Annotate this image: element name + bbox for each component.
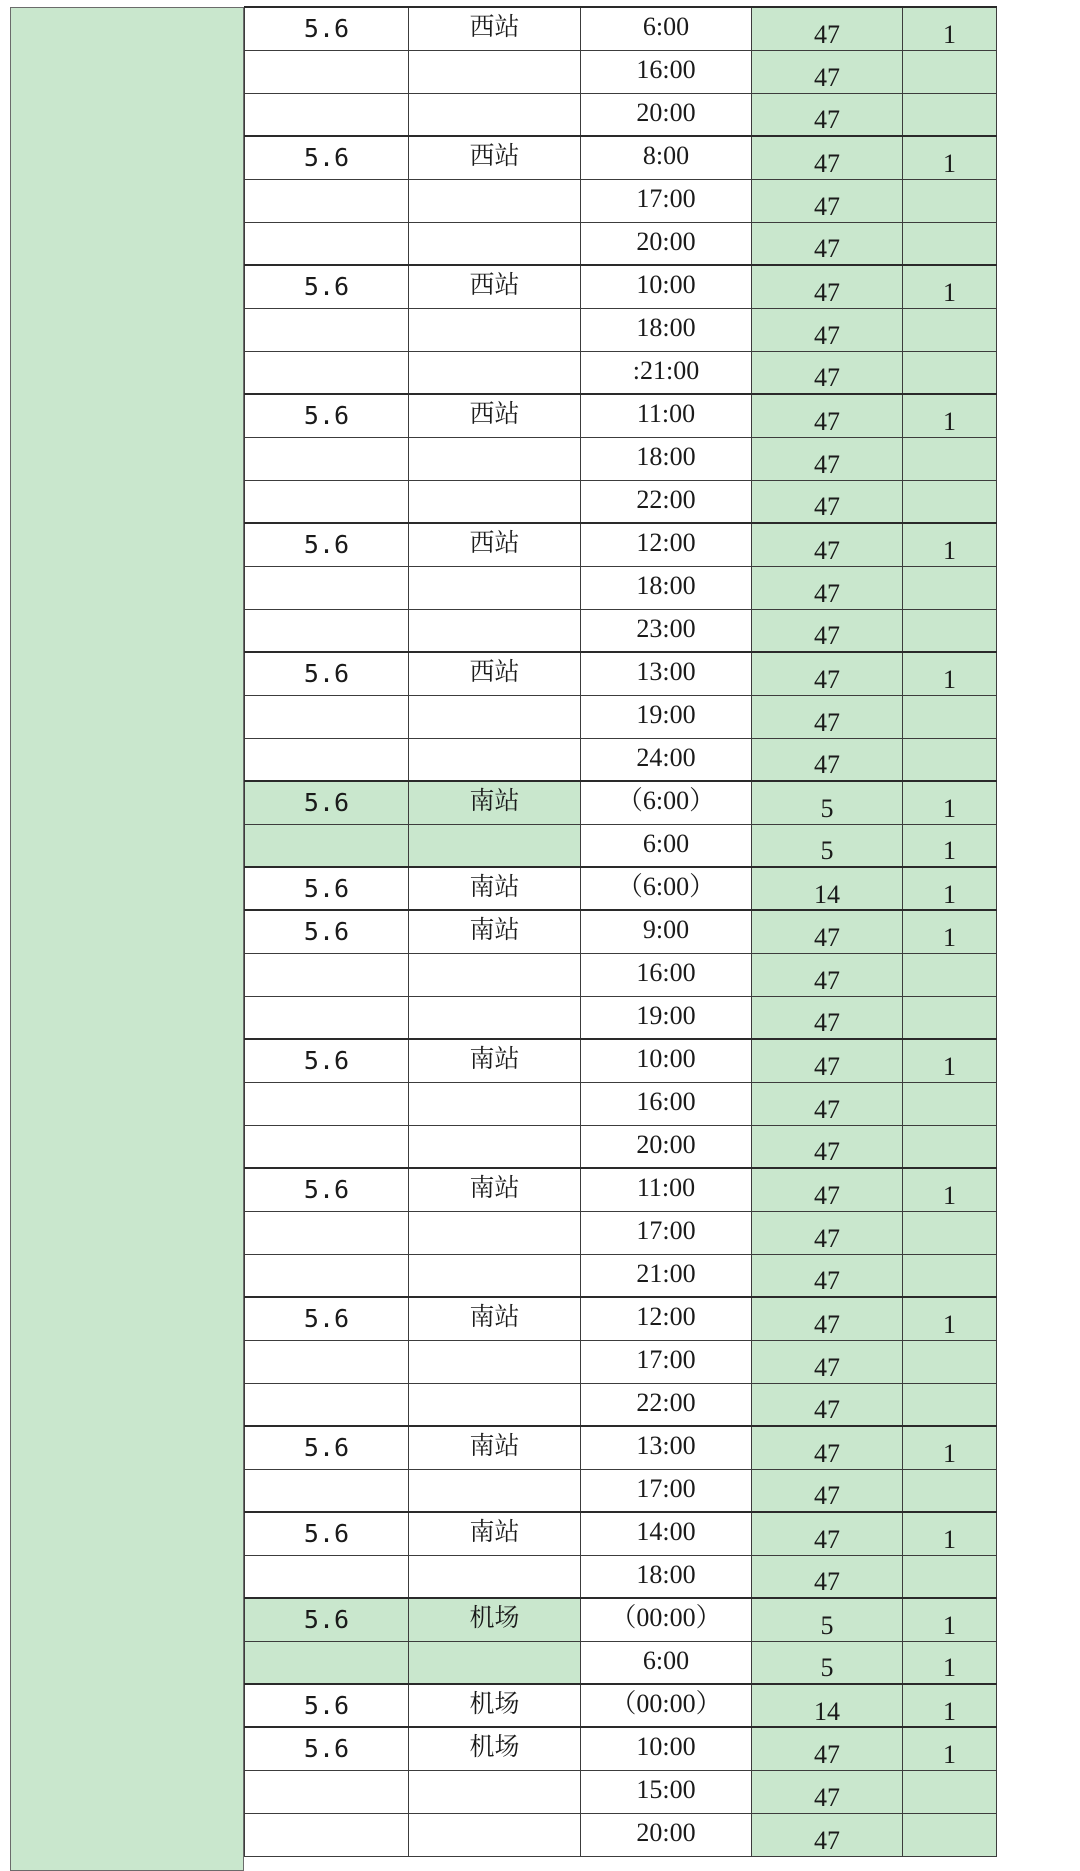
count-cell[interactable]: 47	[752, 523, 903, 566]
count-cell[interactable]: 5	[752, 1598, 903, 1641]
station-cell[interactable]: 南站	[409, 1039, 581, 1082]
station-cell[interactable]: 南站	[409, 867, 581, 910]
time-cell[interactable]: 16:00	[581, 953, 752, 996]
count-cell[interactable]: 5	[752, 1641, 903, 1684]
count-cell[interactable]: 47	[752, 1426, 903, 1469]
flag-cell[interactable]: 1	[903, 867, 997, 910]
count-cell[interactable]: 47	[752, 1297, 903, 1340]
time-cell[interactable]: 13:00	[581, 652, 752, 695]
station-cell[interactable]	[409, 1254, 581, 1297]
flag-cell[interactable]: 1	[903, 1641, 997, 1684]
count-cell[interactable]: 14	[752, 1684, 903, 1727]
station-cell[interactable]	[409, 1082, 581, 1125]
station-cell[interactable]: 南站	[409, 1297, 581, 1340]
time-cell[interactable]: （00:00）	[581, 1598, 752, 1641]
time-cell[interactable]: 20:00	[581, 222, 752, 265]
date-cell[interactable]	[245, 1082, 409, 1125]
table-row	[245, 1125, 997, 1168]
time-cell[interactable]: 22:00	[581, 480, 752, 523]
table-row	[245, 351, 997, 394]
station-cell[interactable]: 西站	[409, 265, 581, 308]
count-cell[interactable]: 47	[752, 480, 903, 523]
time-cell[interactable]: 6:00	[581, 824, 752, 867]
flag-cell[interactable]: 1	[903, 781, 997, 824]
table-row	[245, 1598, 997, 1641]
time-cell[interactable]: 13:00	[581, 1426, 752, 1469]
flag-cell[interactable]: 1	[903, 1297, 997, 1340]
station-cell[interactable]	[409, 222, 581, 265]
time-cell[interactable]: 17:00	[581, 1340, 752, 1383]
flag-cell[interactable]	[903, 179, 997, 222]
station-cell[interactable]: 南站	[409, 1426, 581, 1469]
count-cell[interactable]: 5	[752, 824, 903, 867]
count-cell[interactable]: 47	[752, 308, 903, 351]
date-cell[interactable]: 5.6	[245, 652, 409, 695]
count-cell[interactable]: 47	[752, 179, 903, 222]
time-cell[interactable]: 19:00	[581, 996, 752, 1039]
table-row	[245, 437, 997, 480]
count-cell[interactable]: 47	[752, 738, 903, 781]
date-cell[interactable]	[245, 1125, 409, 1168]
count-cell[interactable]: 47	[752, 1727, 903, 1770]
table-row	[245, 523, 997, 566]
flag-cell[interactable]: 1	[903, 523, 997, 566]
station-cell[interactable]	[409, 437, 581, 480]
flag-cell[interactable]	[903, 1254, 997, 1297]
count-cell[interactable]: 47	[752, 1211, 903, 1254]
date-cell[interactable]: 5.6	[245, 867, 409, 910]
count-cell[interactable]: 47	[752, 1254, 903, 1297]
station-cell[interactable]	[409, 179, 581, 222]
table-row	[245, 1039, 997, 1082]
time-cell[interactable]: 12:00	[581, 523, 752, 566]
flag-cell[interactable]: 1	[903, 265, 997, 308]
count-cell[interactable]: 47	[752, 1512, 903, 1555]
count-cell[interactable]: 47	[752, 695, 903, 738]
count-cell[interactable]: 5	[752, 781, 903, 824]
table-row	[245, 1813, 997, 1856]
table-row	[245, 867, 997, 910]
flag-cell[interactable]	[903, 1211, 997, 1254]
station-cell[interactable]	[409, 50, 581, 93]
time-cell[interactable]: 18:00	[581, 437, 752, 480]
date-cell[interactable]	[245, 222, 409, 265]
station-cell[interactable]	[409, 351, 581, 394]
date-cell[interactable]: 5.6	[245, 910, 409, 953]
station-cell[interactable]	[409, 953, 581, 996]
time-cell[interactable]: 20:00	[581, 1125, 752, 1168]
count-cell[interactable]: 47	[752, 609, 903, 652]
date-cell[interactable]	[245, 953, 409, 996]
table-row	[245, 265, 997, 308]
schedule-body	[245, 7, 997, 1856]
table-row	[245, 1340, 997, 1383]
time-cell[interactable]: 18:00	[581, 308, 752, 351]
station-cell[interactable]	[409, 1340, 581, 1383]
time-cell[interactable]: 10:00	[581, 265, 752, 308]
table-row	[245, 1211, 997, 1254]
station-cell[interactable]: 南站	[409, 781, 581, 824]
date-cell[interactable]	[245, 695, 409, 738]
time-cell[interactable]: 10:00	[581, 1039, 752, 1082]
table-row	[245, 1684, 997, 1727]
flag-cell[interactable]	[903, 1813, 997, 1856]
station-cell[interactable]	[409, 738, 581, 781]
date-cell[interactable]: 5.6	[245, 7, 409, 50]
date-cell[interactable]	[245, 308, 409, 351]
date-cell[interactable]: 5.6	[245, 781, 409, 824]
table-row	[245, 1082, 997, 1125]
count-cell[interactable]: 47	[752, 265, 903, 308]
table-row	[245, 1555, 997, 1598]
flag-cell[interactable]: 1	[903, 136, 997, 179]
flag-cell[interactable]	[903, 351, 997, 394]
flag-cell[interactable]	[903, 566, 997, 609]
date-cell[interactable]	[245, 1383, 409, 1426]
date-cell[interactable]	[245, 996, 409, 1039]
flag-cell[interactable]	[903, 953, 997, 996]
date-cell[interactable]	[245, 351, 409, 394]
count-cell[interactable]: 47	[752, 566, 903, 609]
count-cell[interactable]: 14	[752, 867, 903, 910]
count-cell[interactable]: 47	[752, 394, 903, 437]
flag-cell[interactable]	[903, 93, 997, 136]
table-row	[245, 308, 997, 351]
flag-cell[interactable]: 1	[903, 1727, 997, 1770]
date-cell[interactable]	[245, 1211, 409, 1254]
table-row	[245, 953, 997, 996]
station-cell[interactable]: 西站	[409, 523, 581, 566]
flag-cell[interactable]	[903, 1125, 997, 1168]
flag-cell[interactable]	[903, 1082, 997, 1125]
date-cell[interactable]	[245, 566, 409, 609]
date-cell[interactable]	[245, 1813, 409, 1856]
flag-cell[interactable]	[903, 1770, 997, 1813]
date-cell[interactable]	[245, 1340, 409, 1383]
count-cell[interactable]: 47	[752, 222, 903, 265]
date-cell[interactable]: 5.6	[245, 265, 409, 308]
merged-shaded-column	[10, 7, 244, 1871]
station-cell[interactable]: 机场	[409, 1684, 581, 1727]
time-cell[interactable]: 10:00	[581, 1727, 752, 1770]
station-cell[interactable]	[409, 1383, 581, 1426]
flag-cell[interactable]	[903, 1383, 997, 1426]
station-cell[interactable]	[409, 566, 581, 609]
count-cell[interactable]: 47	[752, 351, 903, 394]
flag-cell[interactable]	[903, 695, 997, 738]
time-cell[interactable]: 17:00	[581, 1211, 752, 1254]
station-cell[interactable]	[409, 1469, 581, 1512]
time-cell[interactable]: 22:00	[581, 1383, 752, 1426]
station-cell[interactable]	[409, 1211, 581, 1254]
flag-cell[interactable]: 1	[903, 652, 997, 695]
time-cell[interactable]: 11:00	[581, 1168, 752, 1211]
date-cell[interactable]	[245, 1641, 409, 1684]
flag-cell[interactable]	[903, 308, 997, 351]
flag-cell[interactable]	[903, 222, 997, 265]
count-cell[interactable]: 47	[752, 1082, 903, 1125]
time-cell[interactable]: 17:00	[581, 179, 752, 222]
date-cell[interactable]: 5.6	[245, 523, 409, 566]
station-cell[interactable]: 西站	[409, 652, 581, 695]
time-cell[interactable]: 14:00	[581, 1512, 752, 1555]
date-cell[interactable]: 5.6	[245, 1039, 409, 1082]
time-cell[interactable]: :21:00	[581, 351, 752, 394]
table-row	[245, 996, 997, 1039]
flag-cell[interactable]: 1	[903, 1039, 997, 1082]
count-cell[interactable]: 47	[752, 1125, 903, 1168]
table-row	[245, 738, 997, 781]
time-cell[interactable]: 8:00	[581, 136, 752, 179]
time-cell[interactable]: 9:00	[581, 910, 752, 953]
date-cell[interactable]	[245, 50, 409, 93]
date-cell[interactable]	[245, 437, 409, 480]
table-row	[245, 1168, 997, 1211]
table-row	[245, 222, 997, 265]
table-row	[245, 136, 997, 179]
flag-cell[interactable]: 1	[903, 910, 997, 953]
date-cell[interactable]: 5.6	[245, 136, 409, 179]
date-cell[interactable]: 5.6	[245, 1727, 409, 1770]
table-row	[245, 179, 997, 222]
date-cell[interactable]: 5.6	[245, 394, 409, 437]
flag-cell[interactable]	[903, 480, 997, 523]
station-cell[interactable]	[409, 824, 581, 867]
station-cell[interactable]	[409, 308, 581, 351]
flag-cell[interactable]: 1	[903, 1512, 997, 1555]
time-cell[interactable]: （00:00）	[581, 1684, 752, 1727]
date-cell[interactable]: 5.6	[245, 1512, 409, 1555]
count-cell[interactable]: 47	[752, 1340, 903, 1383]
time-cell[interactable]: 18:00	[581, 1555, 752, 1598]
station-cell[interactable]	[409, 1641, 581, 1684]
flag-cell[interactable]	[903, 996, 997, 1039]
table-row	[245, 824, 997, 867]
flag-cell[interactable]	[903, 1555, 997, 1598]
station-cell[interactable]	[409, 695, 581, 738]
station-cell[interactable]	[409, 996, 581, 1039]
table-row	[245, 1512, 997, 1555]
table-row	[245, 910, 997, 953]
count-cell[interactable]: 47	[752, 652, 903, 695]
schedule-table	[244, 6, 997, 1857]
count-cell[interactable]: 47	[752, 93, 903, 136]
table-row	[245, 1383, 997, 1426]
flag-cell[interactable]: 1	[903, 1684, 997, 1727]
time-cell[interactable]: （6:00）	[581, 781, 752, 824]
date-cell[interactable]	[245, 1469, 409, 1512]
time-cell[interactable]: 20:00	[581, 1813, 752, 1856]
flag-cell[interactable]	[903, 437, 997, 480]
count-cell[interactable]: 47	[752, 1555, 903, 1598]
table-row	[245, 1641, 997, 1684]
flag-cell[interactable]: 1	[903, 824, 997, 867]
table-row	[245, 781, 997, 824]
table-row	[245, 1727, 997, 1770]
station-cell[interactable]	[409, 480, 581, 523]
station-cell[interactable]	[409, 1770, 581, 1813]
flag-cell[interactable]	[903, 738, 997, 781]
count-cell[interactable]: 47	[752, 910, 903, 953]
time-cell[interactable]: 6:00	[581, 1641, 752, 1684]
time-cell[interactable]: 15:00	[581, 1770, 752, 1813]
flag-cell[interactable]: 1	[903, 7, 997, 50]
count-cell[interactable]: 47	[752, 1770, 903, 1813]
table-row	[245, 652, 997, 695]
table-row	[245, 93, 997, 136]
count-cell[interactable]: 47	[752, 1469, 903, 1512]
flag-cell[interactable]	[903, 50, 997, 93]
table-row	[245, 1770, 997, 1813]
date-cell[interactable]	[245, 480, 409, 523]
table-row	[245, 480, 997, 523]
table-row	[245, 566, 997, 609]
station-cell[interactable]: 机场	[409, 1598, 581, 1641]
date-cell[interactable]: 5.6	[245, 1426, 409, 1469]
count-cell[interactable]: 47	[752, 1168, 903, 1211]
table-row	[245, 1469, 997, 1512]
flag-cell[interactable]: 1	[903, 1426, 997, 1469]
date-cell[interactable]	[245, 738, 409, 781]
count-cell[interactable]: 47	[752, 996, 903, 1039]
count-cell[interactable]: 47	[752, 1039, 903, 1082]
time-cell[interactable]: 23:00	[581, 609, 752, 652]
date-cell[interactable]: 5.6	[245, 1168, 409, 1211]
time-cell[interactable]: 21:00	[581, 1254, 752, 1297]
station-cell[interactable]: 西站	[409, 394, 581, 437]
table-row	[245, 609, 997, 652]
table-row	[245, 1254, 997, 1297]
date-cell[interactable]	[245, 1770, 409, 1813]
time-cell[interactable]: （6:00）	[581, 867, 752, 910]
station-cell[interactable]: 南站	[409, 1512, 581, 1555]
date-cell[interactable]: 5.6	[245, 1684, 409, 1727]
table-row	[245, 394, 997, 437]
flag-cell[interactable]: 1	[903, 1168, 997, 1211]
time-cell[interactable]: 24:00	[581, 738, 752, 781]
time-cell[interactable]: 11:00	[581, 394, 752, 437]
count-cell[interactable]: 47	[752, 437, 903, 480]
flag-cell[interactable]	[903, 1340, 997, 1383]
flag-cell[interactable]	[903, 609, 997, 652]
time-cell[interactable]: 16:00	[581, 1082, 752, 1125]
table-row	[245, 1426, 997, 1469]
date-cell[interactable]	[245, 1254, 409, 1297]
station-cell[interactable]	[409, 1125, 581, 1168]
station-cell[interactable]: 南站	[409, 1168, 581, 1211]
date-cell[interactable]	[245, 824, 409, 867]
count-cell[interactable]: 47	[752, 136, 903, 179]
flag-cell[interactable]: 1	[903, 394, 997, 437]
station-cell[interactable]	[409, 93, 581, 136]
station-cell[interactable]	[409, 1813, 581, 1856]
station-cell[interactable]: 西站	[409, 7, 581, 50]
date-cell[interactable]: 5.6	[245, 1598, 409, 1641]
table-row	[245, 1297, 997, 1340]
date-cell[interactable]	[245, 609, 409, 652]
table-row	[245, 50, 997, 93]
flag-cell[interactable]: 1	[903, 1598, 997, 1641]
table-row	[245, 695, 997, 738]
station-cell[interactable]	[409, 1555, 581, 1598]
time-cell[interactable]: 16:00	[581, 50, 752, 93]
time-cell[interactable]: 18:00	[581, 566, 752, 609]
date-cell[interactable]	[245, 179, 409, 222]
time-cell[interactable]: 19:00	[581, 695, 752, 738]
date-cell[interactable]	[245, 93, 409, 136]
station-cell[interactable]	[409, 609, 581, 652]
count-cell[interactable]: 47	[752, 1813, 903, 1856]
count-cell[interactable]: 47	[752, 1383, 903, 1426]
count-cell[interactable]: 47	[752, 7, 903, 50]
time-cell[interactable]: 17:00	[581, 1469, 752, 1512]
station-cell[interactable]: 机场	[409, 1727, 581, 1770]
station-cell[interactable]: 南站	[409, 910, 581, 953]
count-cell[interactable]: 47	[752, 953, 903, 996]
table-row	[245, 7, 997, 50]
date-cell[interactable]	[245, 1555, 409, 1598]
time-cell[interactable]: 20:00	[581, 93, 752, 136]
time-cell[interactable]: 6:00	[581, 7, 752, 50]
count-cell[interactable]: 47	[752, 50, 903, 93]
time-cell[interactable]: 12:00	[581, 1297, 752, 1340]
station-cell[interactable]: 西站	[409, 136, 581, 179]
flag-cell[interactable]	[903, 1469, 997, 1512]
date-cell[interactable]: 5.6	[245, 1297, 409, 1340]
